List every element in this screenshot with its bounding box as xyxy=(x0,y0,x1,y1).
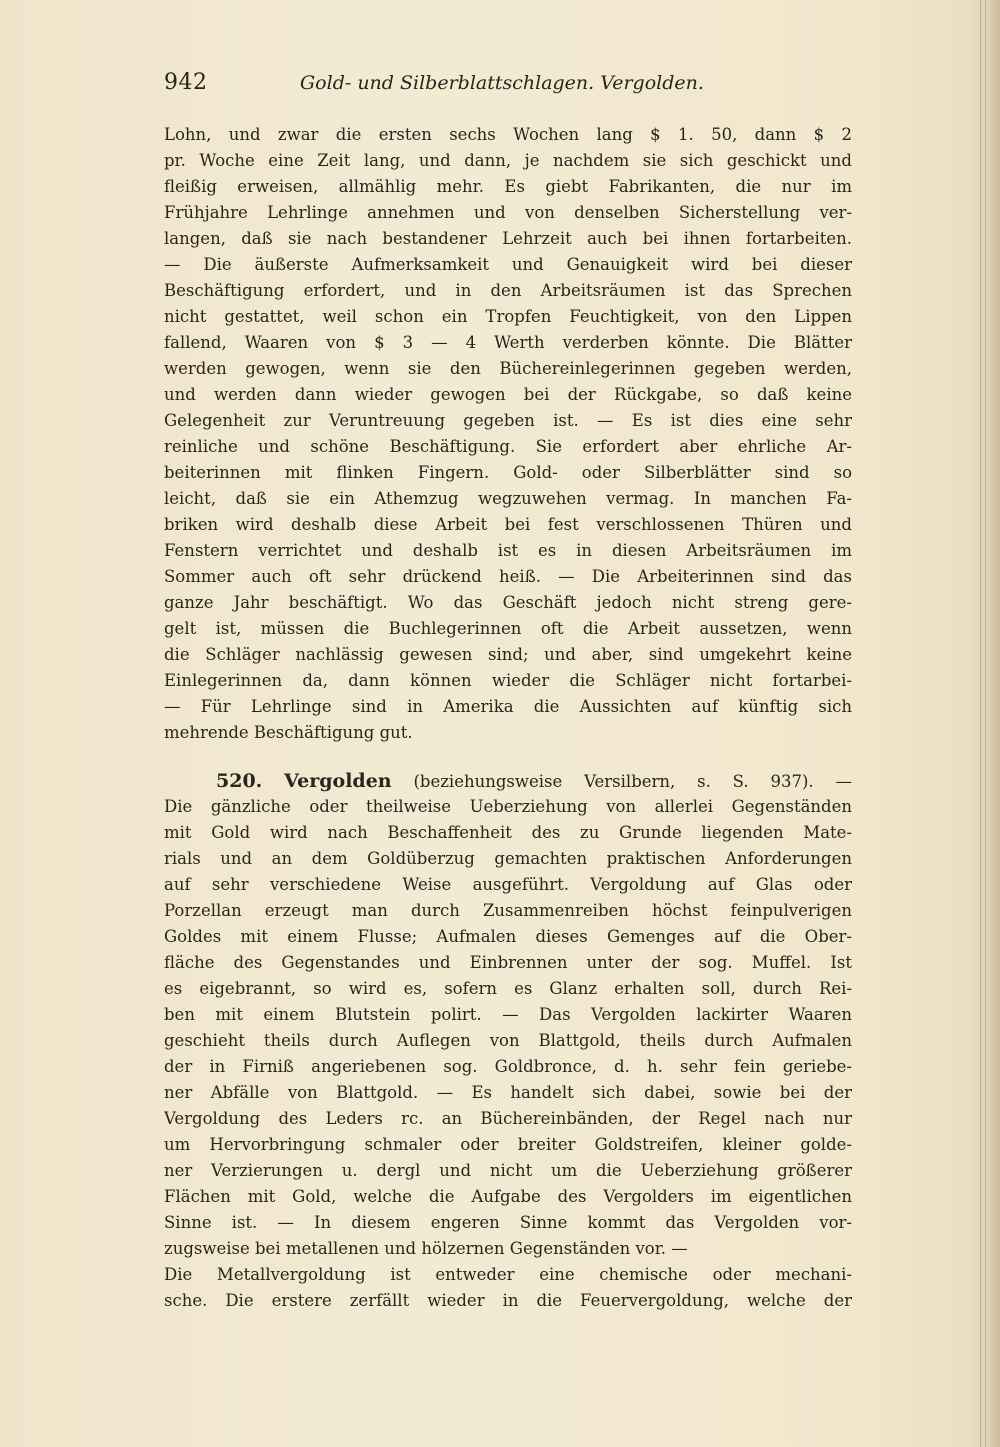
text-line: geschieht theils durch Auflegen von Blattgold, theils durch Aufmalen xyxy=(164,1031,852,1050)
text-line: die Schläger nachlässig gewesen sind; und aber, sind umgekehrt keine xyxy=(164,645,852,664)
text-line: Beschäftigung erfordert, und in den Arbeitsräumen ist das Sprechen xyxy=(164,281,852,300)
page-number: 942 xyxy=(164,70,208,95)
text-line: — Für Lehrlinge sind in Amerika die Aussichten auf künftig sich xyxy=(164,697,852,716)
text-line: mit Gold wird nach Beschaffenheit des zu Grunde liegenden Mate- xyxy=(164,823,852,842)
text-line: Flächen mit Gold, welche die Aufgabe des Vergolders im eigentlichen xyxy=(164,1187,852,1206)
section-title: Vergolden xyxy=(284,770,392,792)
section-520 xyxy=(164,768,852,1314)
text-line: gelt ist, müssen die Buchlegerinnen oft die Arbeit aussetzen, wenn xyxy=(164,619,852,638)
text-line: mehrende Beschäftigung gut. xyxy=(164,723,413,742)
text-line: und werden dann wieder gewogen bei der Rückgabe, so daß keine xyxy=(164,385,852,404)
text-line: Goldes mit einem Flusse; Aufmalen dieses Gemenges auf die Ober- xyxy=(164,927,852,946)
text-line: briken wird deshalb diese Arbeit bei fest verschlossenen Thüren und xyxy=(164,515,852,534)
text-line: beiterinnen mit flinken Fingern. Gold- oder Silberblätter sind so xyxy=(164,463,852,482)
text-line: ner Verzierungen u. dergl und nicht um die Ueberziehung größerer xyxy=(164,1161,852,1180)
section-body xyxy=(164,794,852,1314)
text-line: ner Abfälle von Blattgold. — Es handelt sich dabei, sowie bei der xyxy=(164,1083,852,1102)
page-gutter xyxy=(988,0,1000,1447)
text-line: nicht gestattet, weil schon ein Tropfen Feuchtigkeit, von den Lippen xyxy=(164,307,852,326)
text-line: langen, daß sie nach bestandener Lehrzeit auch bei ihnen fortarbeiten. xyxy=(164,229,852,248)
text-line: werden gewogen, wenn sie den Büchereinlegerinnen gegeben werden, xyxy=(164,359,852,378)
paragraph-continuation xyxy=(164,122,852,746)
text-line: Vergoldung des Leders rc. an Büchereinbänden, der Regel nach nur xyxy=(164,1109,852,1128)
text-line: Fenstern verrichtet und deshalb ist es in diesen Arbeitsräumen im xyxy=(164,541,852,560)
text-line: fallend, Waaren von $ 3 — 4 Werth verderben könnte. Die Blätter xyxy=(164,333,852,352)
text-line: auf sehr verschiedene Weise ausgeführt. Vergoldung auf Glas oder xyxy=(164,875,852,894)
text-line: fleißig erweisen, allmählig mehr. Es giebt Fabrikanten, die nur im xyxy=(164,177,852,196)
text-line: leicht, daß sie ein Athemzug wegzuwehen vermag. In manchen Fa- xyxy=(164,489,852,508)
text-line: es eigebrannt, so wird es, sofern es Glanz erhalten soll, durch Rei- xyxy=(164,979,852,998)
text-line: ganze Jahr beschäftigt. Wo das Geschäft jedoch nicht streng gere- xyxy=(164,593,852,612)
page-edge-line xyxy=(985,0,986,1447)
page-edge-line xyxy=(980,0,981,1447)
text-line: pr. Woche eine Zeit lang, und dann, je nachdem sie sich geschickt und xyxy=(164,151,852,170)
text-line: Einlegerinnen da, dann können wieder die Schläger nicht fortarbei- xyxy=(164,671,852,690)
text-line: Die gänzliche oder theilweise Ueberziehung von allerlei Gegenständen xyxy=(164,797,852,816)
text-line: um Hervorbringung schmaler oder breiter Goldstreifen, kleiner golde- xyxy=(164,1135,852,1154)
text-line: Sommer auch oft sehr drückend heiß. — Die Arbeiterinnen sind das xyxy=(164,567,852,586)
section-number: 520. xyxy=(216,770,263,792)
text-line: Frühjahre Lehrlinge annehmen und von denselben Sicherstellung ver- xyxy=(164,203,852,222)
text-line: Die Metallvergoldung ist entweder eine chemische oder mechani- xyxy=(164,1265,852,1284)
text-line: zugsweise bei metallenen und hölzernen Gegenständen vor. — xyxy=(164,1239,688,1258)
text-line: Gelegenheit zur Veruntreuung gegeben ist. — Es ist dies eine sehr xyxy=(164,411,852,430)
text-line: sche. Die erstere zerfällt wieder in die Feuervergoldung, welche der xyxy=(164,1291,852,1310)
text-line: — Die äußerste Aufmerksamkeit und Genauigkeit wird bei dieser xyxy=(164,255,852,274)
text-line: rials und an dem Goldüberzug gemachten praktischen Anforderungen xyxy=(164,849,852,868)
section-heading-rest: (beziehungsweise Versilbern, s. S. 937). — xyxy=(413,772,852,791)
text-line: Sinne ist. — In diesem engeren Sinne kommt das Vergolden vor- xyxy=(164,1213,852,1232)
text-line: Lohn, und zwar die ersten sechs Wochen lang $ 1. 50, dann $ 2 xyxy=(164,125,852,144)
text-line: ben mit einem Blutstein polirt. — Das Vergolden lackirter Waaren xyxy=(164,1005,852,1024)
text-line: fläche des Gegenstandes und Einbrennen unter der sog. Muffel. Ist xyxy=(164,953,852,972)
section-heading-line xyxy=(164,768,852,794)
running-title: Gold- und Silberblattschlagen. Vergolden. xyxy=(300,72,704,94)
text-line: der in Firniß angeriebenen sog. Goldbronce, d. h. sehr fein geriebe- xyxy=(164,1057,852,1076)
text-line: Porzellan erzeugt man durch Zusammenreiben höchst feinpulverigen xyxy=(164,901,852,920)
text-line: reinliche und schöne Beschäftigung. Sie erfordert aber ehrliche Ar- xyxy=(164,437,852,456)
